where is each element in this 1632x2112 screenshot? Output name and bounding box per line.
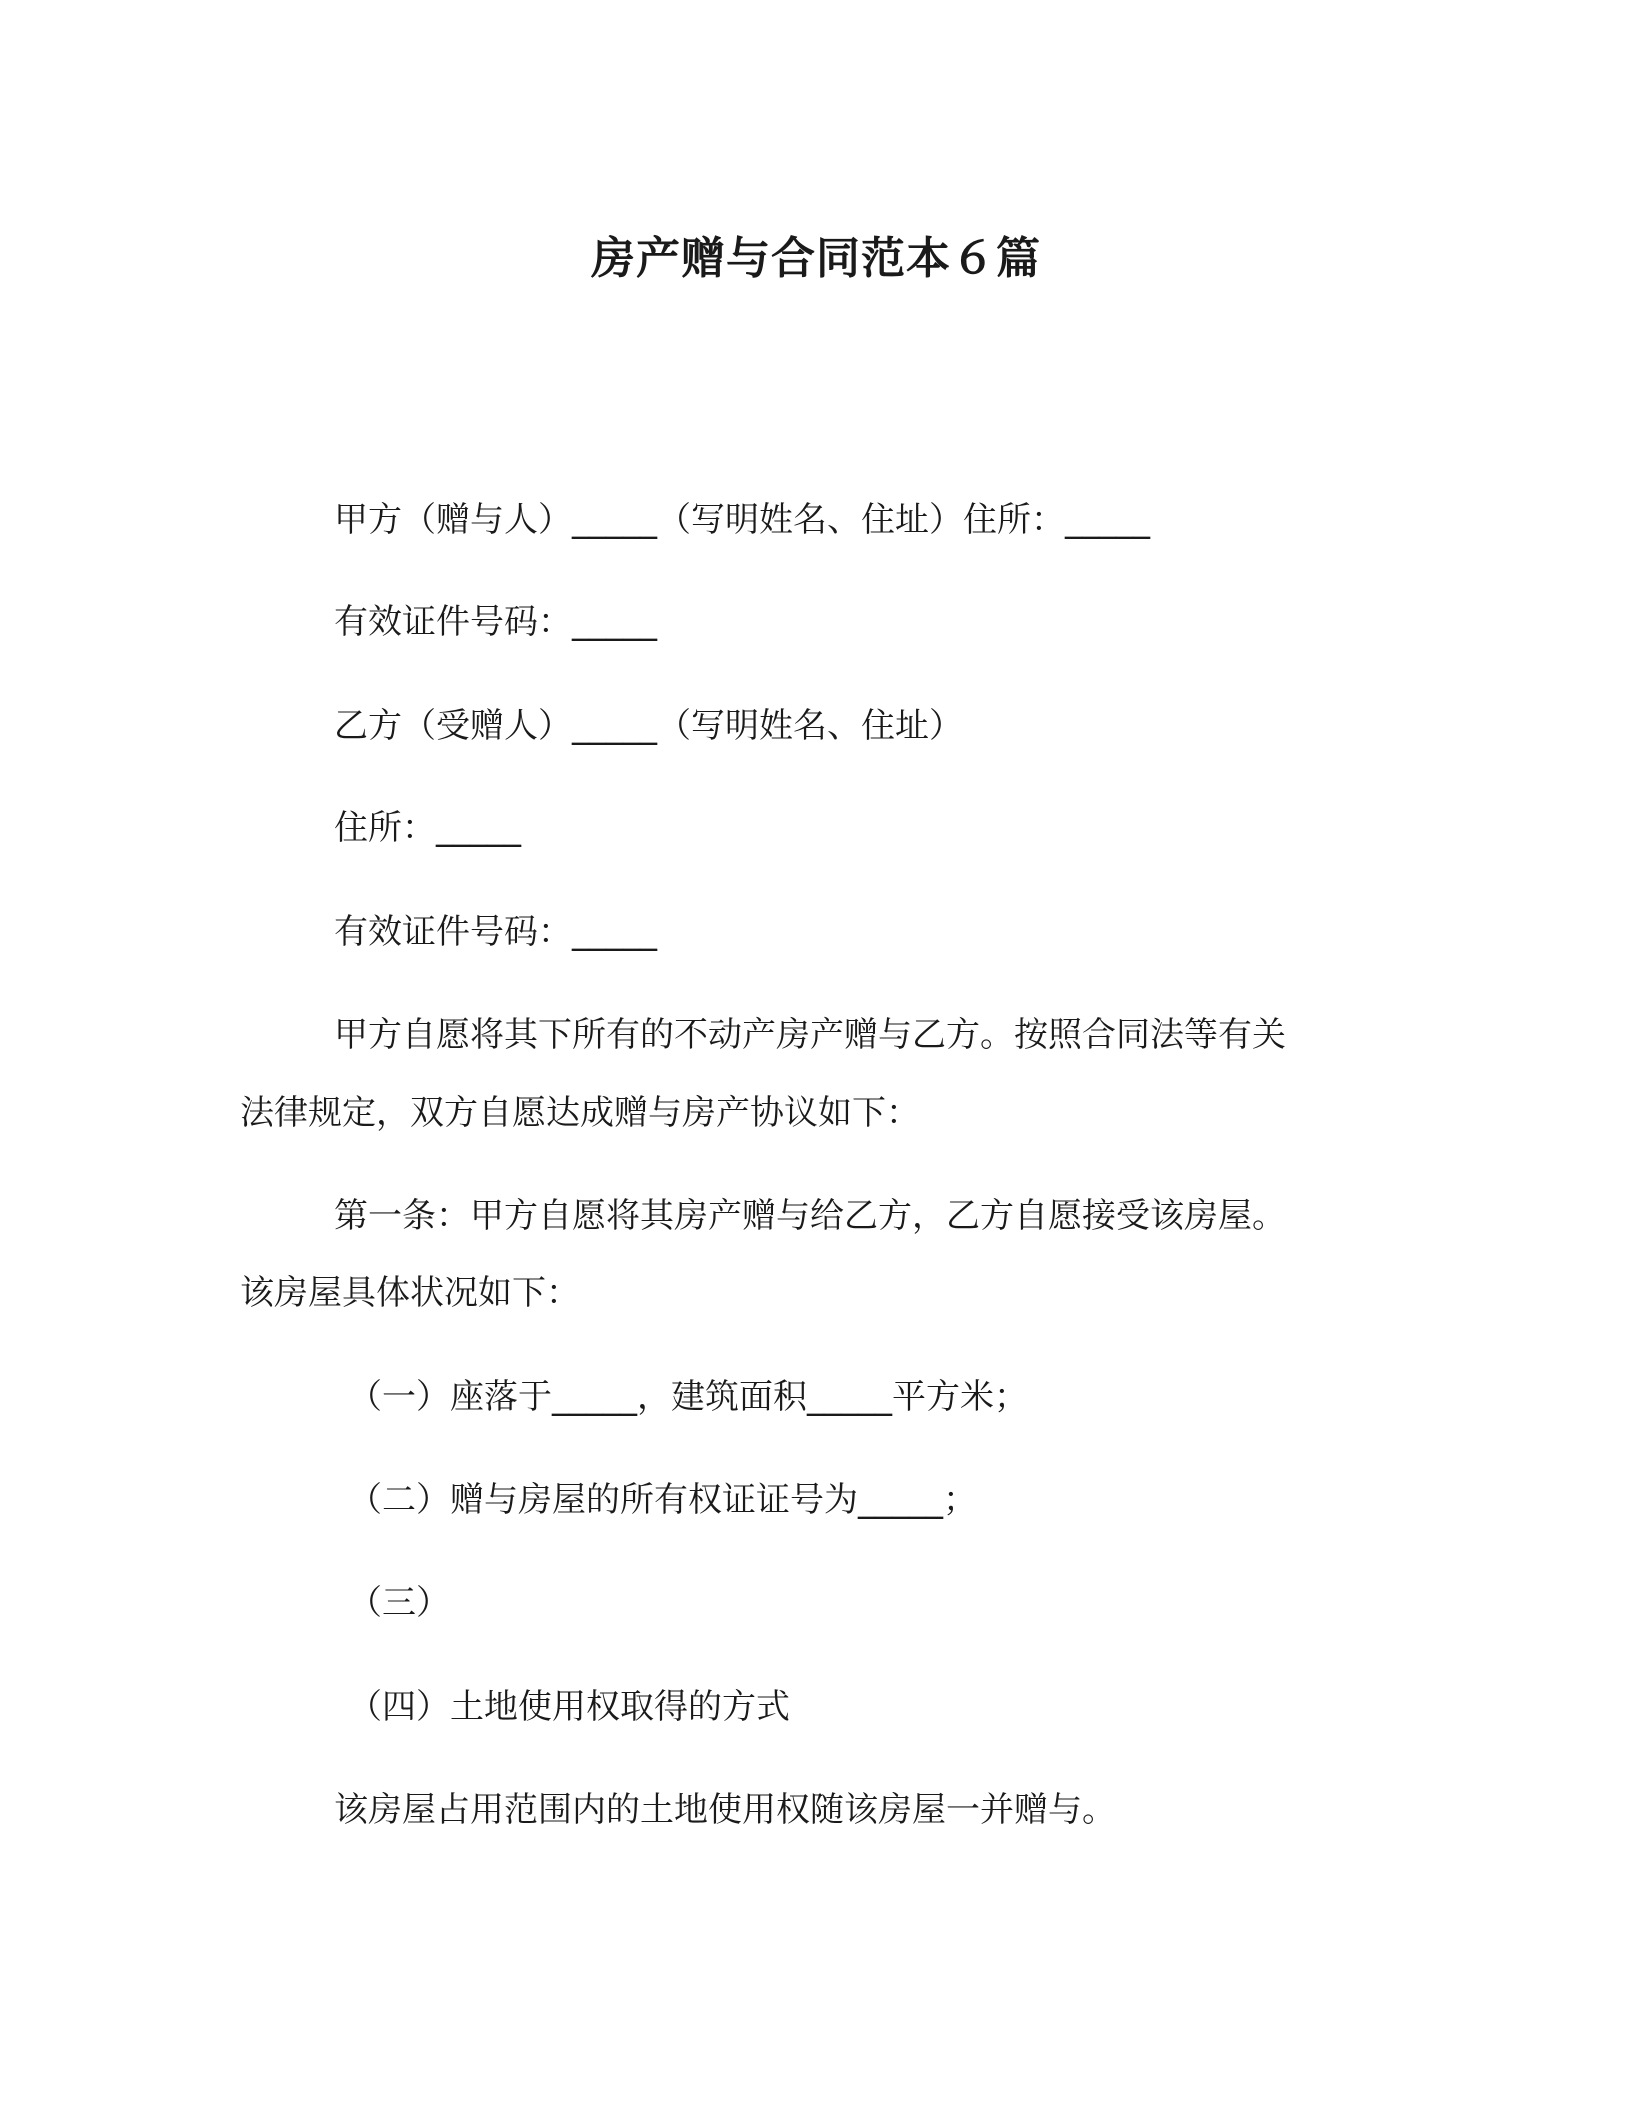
party-b-line: 乙方（受赠人）_____（写明姓名、住址） xyxy=(334,706,963,746)
clause-three-line: （三） xyxy=(348,1583,450,1623)
document-title: 房产赠与合同范本６篇 xyxy=(591,233,1041,284)
party-b-address-line: 住所：_____ xyxy=(334,808,521,848)
clause-four-line: （四）土地使用权取得的方式 xyxy=(348,1687,790,1727)
land-use-line: 该房屋占用范围内的土地使用权随该房屋一并赠与。 xyxy=(334,1790,1116,1830)
preamble-line-1: 甲方自愿将其下所有的不动产房产赠与乙方。按照合同法等有关 xyxy=(334,1015,1286,1055)
preamble-line-2: 法律规定，双方自愿达成赠与房产协议如下： xyxy=(240,1093,920,1133)
article-one-line-2: 该房屋具体状况如下： xyxy=(240,1273,580,1313)
party-a-id-line: 有效证件号码：_____ xyxy=(334,602,657,642)
party-a-line: 甲方（赠与人）_____（写明姓名、住址）住所：_____ xyxy=(334,500,1150,540)
party-b-id-line: 有效证件号码：_____ xyxy=(334,912,657,952)
article-one-line-1: 第一条：甲方自愿将其房产赠与给乙方，乙方自愿接受该房屋。 xyxy=(334,1196,1286,1236)
clause-two-line: （二）赠与房屋的所有权证证号为_____； xyxy=(348,1480,977,1520)
clause-one-line: （一）座落于_____，建筑面积_____平方米； xyxy=(348,1377,1028,1417)
